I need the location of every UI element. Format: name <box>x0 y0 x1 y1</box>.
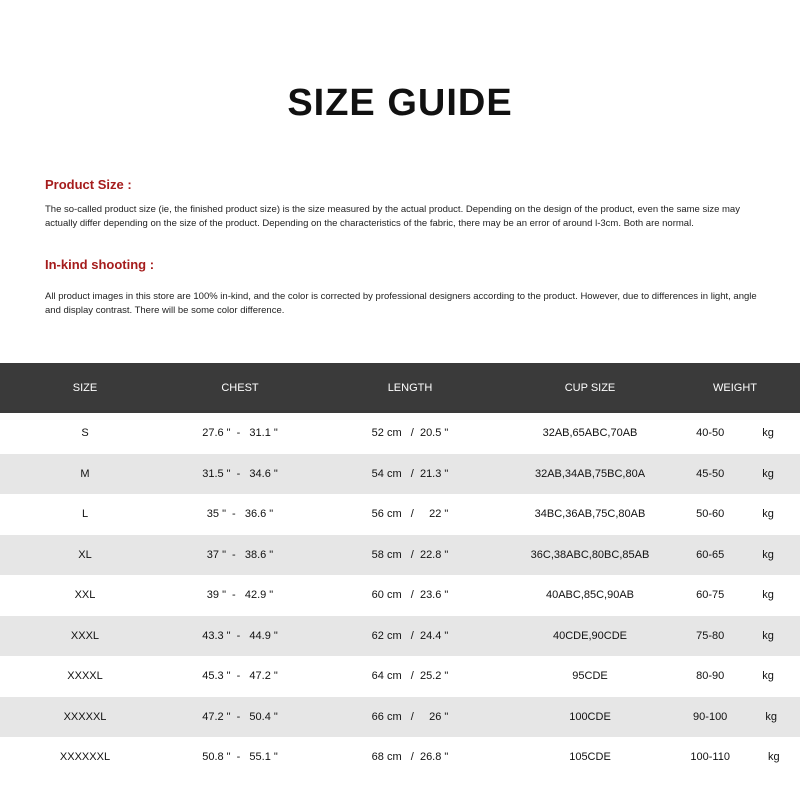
weight-unit: kg <box>762 548 774 561</box>
chest-min: 47.2 " <box>202 710 231 723</box>
table-row <box>0 656 800 697</box>
header-cup-size: CUP SIZE <box>564 382 616 394</box>
weight-unit: kg <box>762 427 774 440</box>
chest-min: 39 " <box>206 589 226 602</box>
chest-min: 45.3 " <box>202 670 231 683</box>
size-cell: L <box>81 508 89 521</box>
length-cell: 52 cm / 20.5 " <box>371 427 449 440</box>
chest-min: 27.6 " <box>202 427 231 440</box>
weight-unit: kg <box>762 629 774 642</box>
chest-max: - 44.9 " <box>236 629 278 642</box>
weight-unit: kg <box>762 508 774 521</box>
chest-max: - 50.4 " <box>236 710 278 723</box>
length-cell: 54 cm / 21.3 " <box>371 467 449 480</box>
cup-size-cell: 34BC,36AB,75C,80AB <box>534 508 646 521</box>
chest-cell <box>170 711 310 723</box>
header-chest: CHEST <box>221 382 259 394</box>
chest-max: - 47.2 " <box>236 670 278 683</box>
size-cell: XXL <box>74 589 96 602</box>
chest-min: 50.8 " <box>202 751 231 764</box>
header-length: LENGTH <box>387 382 433 394</box>
cup-size-cell: 40ABC,85C,90AB <box>545 589 635 602</box>
weight-value: 50-60 <box>696 508 725 521</box>
table-row <box>0 535 800 576</box>
chest-cell <box>170 751 310 763</box>
size-table <box>0 363 800 778</box>
table-row <box>0 697 800 738</box>
header-weight: WEIGHT <box>713 382 757 394</box>
in-kind-shooting-text: All product images in this store are 100% in-kind, and the color is corrected by professional designers according to the product. However, due to differences in light, angle and display contrast. There will be some color difference. <box>45 291 757 316</box>
table-row <box>0 616 800 657</box>
table-row <box>0 494 800 535</box>
cup-size-cell: 40CDE,90CDE <box>553 629 627 642</box>
cup-size-cell: 95CDE <box>572 670 608 683</box>
table-row <box>0 413 800 454</box>
cup-size-cell: 105CDE <box>569 751 611 764</box>
product-size-heading: Product Size : <box>45 177 132 192</box>
chest-min: 35 " <box>206 508 226 521</box>
product-size-text: The so-called product size (ie, the finished product size) is the size measured by the actual product. Depending on the design of the product, even the same size may actually differ depending on the size of the product. Depending on the characteristics of the fabric, there may be an error of around l-3cm. Both are normal. <box>45 204 740 229</box>
weight-value: 40-50 <box>696 427 725 440</box>
chest-min: 37 " <box>206 548 226 561</box>
length-cell: 64 cm / 25.2 " <box>371 670 449 683</box>
page-title: SIZE GUIDE <box>287 82 513 124</box>
weight-value: 60-75 <box>696 589 725 602</box>
weight-unit: kg <box>762 670 774 683</box>
chest-cell <box>170 670 310 682</box>
chest-max: - 42.9 " <box>232 589 274 602</box>
table-body <box>0 413 800 778</box>
weight-cell <box>670 630 800 642</box>
table-row <box>0 575 800 616</box>
weight-cell <box>670 589 800 601</box>
size-cell: XXXXXXL <box>59 751 111 764</box>
length-cell: 58 cm / 22.8 " <box>371 548 449 561</box>
weight-value: 60-65 <box>696 548 725 561</box>
length-cell: 60 cm / 23.6 " <box>371 589 449 602</box>
weight-unit: kg <box>762 467 774 480</box>
cup-size-cell: 32AB,34AB,75BC,80A <box>534 467 646 480</box>
chest-min: 43.3 " <box>202 629 231 642</box>
cup-size-cell: 100CDE <box>569 710 611 723</box>
table-row <box>0 454 800 495</box>
chest-max: - 55.1 " <box>236 751 278 764</box>
table-row <box>0 737 800 778</box>
header-size: SIZE <box>72 382 98 394</box>
chest-max: - 34.6 " <box>236 467 278 480</box>
length-cell: 62 cm / 24.4 " <box>371 629 449 642</box>
length-cell: 68 cm / 26.8 " <box>371 751 449 764</box>
chest-cell <box>170 549 310 561</box>
size-cell: XXXL <box>70 629 100 642</box>
chest-max: - 38.6 " <box>232 548 274 561</box>
weight-unit: kg <box>762 589 774 602</box>
chest-max: - 36.6 " <box>232 508 274 521</box>
weight-cell <box>670 670 800 682</box>
weight-cell <box>670 549 800 561</box>
weight-value: 75-80 <box>696 629 725 642</box>
weight-cell <box>670 508 800 520</box>
size-cell: S <box>81 427 89 440</box>
length-cell: 66 cm / 26 " <box>371 710 449 723</box>
cup-size-cell: 32AB,65ABC,70AB <box>542 427 638 440</box>
chest-cell <box>170 589 310 601</box>
table-header <box>0 363 800 413</box>
size-cell: M <box>80 467 90 480</box>
chest-max: - 31.1 " <box>236 427 278 440</box>
weight-value: 90-100 <box>693 710 728 723</box>
weight-value: 80-90 <box>696 670 725 683</box>
weight-cell <box>670 468 800 480</box>
weight-value: 100-110 <box>690 751 730 764</box>
chest-min: 31.5 " <box>202 467 231 480</box>
length-cell: 56 cm / 22 " <box>371 508 449 521</box>
weight-cell <box>670 711 800 723</box>
cup-size-cell: 36C,38ABC,80BC,85AB <box>530 548 650 561</box>
weight-cell <box>670 427 800 439</box>
size-cell: XL <box>78 548 92 561</box>
weight-unit: kg <box>767 751 780 764</box>
size-cell: XXXXL <box>67 670 103 683</box>
chest-cell <box>170 427 310 439</box>
weight-value: 45-50 <box>696 467 725 480</box>
weight-cell <box>670 751 800 763</box>
chest-cell <box>170 630 310 642</box>
in-kind-shooting-heading: In-kind shooting : <box>45 257 155 272</box>
chest-cell <box>170 508 310 520</box>
weight-unit: kg <box>765 710 777 723</box>
size-cell: XXXXXL <box>63 710 107 723</box>
chest-cell <box>170 468 310 480</box>
